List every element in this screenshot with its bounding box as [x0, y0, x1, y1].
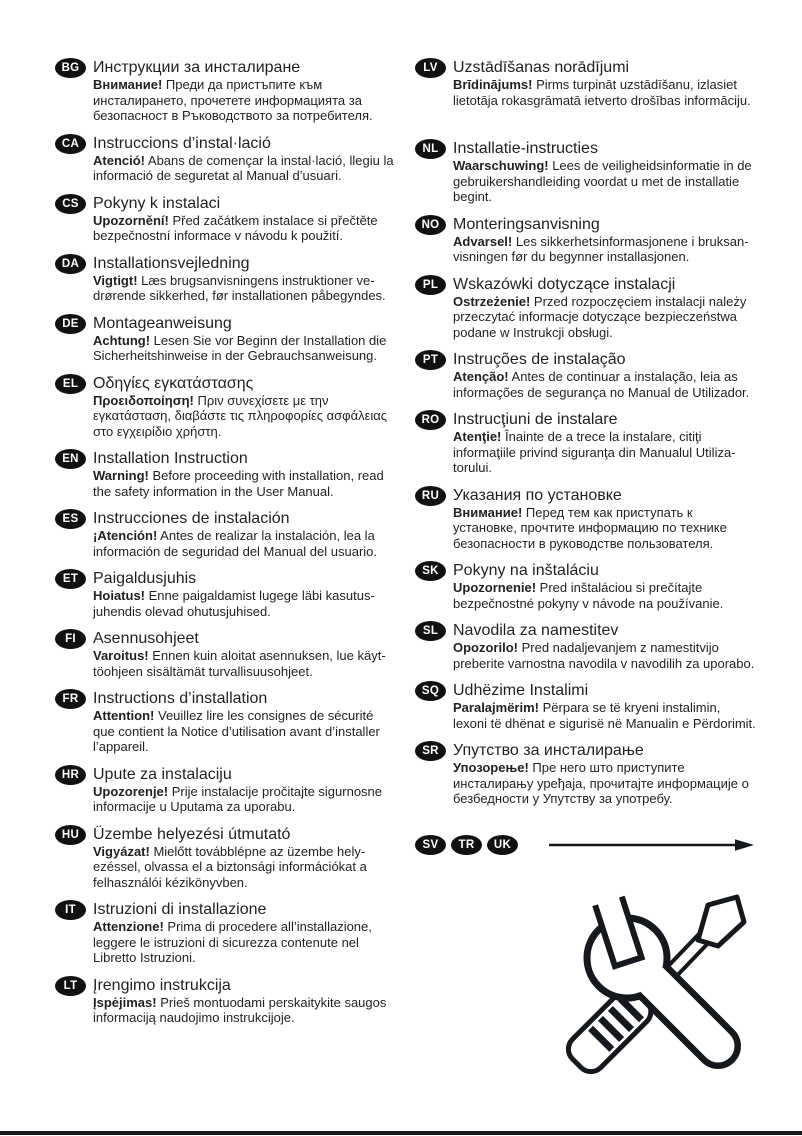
section-title: Wskazówki dotyczące instalacji [453, 275, 676, 293]
section-title: Istruzioni di installazione [93, 901, 267, 918]
language-badge-pl: PL [415, 275, 446, 295]
language-badge-hu: HU [55, 825, 86, 845]
language-badge-et: ET [55, 569, 86, 589]
warning-label: Varoitus! [93, 648, 149, 663]
warning-label: Upozorenje! [93, 783, 169, 799]
warning-label: Vigtigt! [93, 272, 138, 288]
language-section-en [55, 449, 407, 499]
warning-label: Upozornenie! [453, 580, 537, 595]
section-title: Instruções de instalação [453, 351, 626, 368]
language-section-lv [415, 58, 797, 108]
language-badge-sv: SV [415, 835, 446, 855]
language-section-hu [55, 825, 407, 891]
section-title: Üzembe helyezési útmutató [93, 825, 291, 843]
section-title: Uzstādīšanas norādījumi [453, 59, 630, 76]
language-section-sq [415, 681, 797, 731]
language-badge-cs: CS [55, 194, 86, 214]
language-section-pt [415, 350, 797, 400]
language-section-sr [415, 741, 797, 807]
language-section-fr [55, 689, 407, 755]
language-section-ca [55, 134, 407, 184]
section-body: Warning! Before proceeding with installation, read the safety information in the User Manual. [93, 468, 384, 499]
language-badge-hr: HR [55, 765, 86, 785]
warning-label: Įspėjimas! [93, 994, 157, 1010]
language-section-no [415, 215, 797, 265]
warning-label: Attenzione! [93, 919, 164, 934]
language-badge-tr: TR [451, 835, 482, 855]
language-badge-da: DA [55, 254, 86, 274]
section-title: Installationsvejledning [93, 254, 250, 272]
language-section-ru [415, 486, 797, 552]
section-body: ¡Atención! Antes de realizar la instalación, lea la información de seguridad del Manual del usuario. [93, 528, 378, 559]
section-body: Hoiatus! Enne paigaldamist lugege läbi kasutus- juhendis olevad ohutusjuhised. [93, 588, 375, 619]
warning-label: Advarsel! [453, 233, 513, 249]
footer-language-row [415, 835, 797, 855]
section-body: Advarsel! Les sikkerhetsinformasjonene i bruksan- visningen før du begynner installasjonen. [453, 233, 749, 264]
warning-label: Achtung! [93, 332, 151, 348]
section-body: Upozornenie! Pred inštaláciou si prečítajte bezpečnostné pokyny v návode na používanie. [453, 580, 724, 611]
section-title: Paigaldusjuhis [93, 570, 197, 587]
warning-label: Ostrzeżenie! [453, 293, 531, 309]
language-badge-es: ES [55, 509, 86, 529]
warning-label: Hoiatus! [93, 588, 145, 603]
section-body: Upozornění! Před začátkem instalace si přečtěte bezpečnostní informace v návodu k použití. [93, 212, 378, 243]
language-badge-ca: CA [55, 134, 86, 154]
section-body: Attenzione! Prima di procedere all’installazione, leggere le istruzioni di sicurezza contenute nel Libretto Istruzioni. [93, 919, 372, 965]
warning-label: Внимание! [453, 504, 523, 520]
section-body: Προειδοποίηση! Πριν συνεχίσετε με την εγκατάσταση, διαβάστε τις πληροφορίες ασφάλειας στο εγχειρίδιο χρήστη. [93, 392, 388, 439]
language-section-sl [415, 621, 797, 671]
warning-label: Attention! [93, 708, 155, 723]
section-title: Įrengimo instrukcija [93, 976, 231, 994]
section-title: Pokyny k instalaci [93, 194, 221, 212]
section-title: Installation Instruction [93, 450, 248, 467]
language-badge-it: IT [55, 900, 86, 920]
language-badge-sl: SL [415, 621, 446, 641]
section-title: Οδηγίες εγκατάστασης [93, 374, 254, 392]
language-badge-uk: UK [487, 835, 518, 855]
screwdriver-tip [698, 897, 744, 946]
warning-label: Paralajmërim! [453, 700, 539, 715]
language-badge-de: DE [55, 314, 86, 334]
language-badge-sr: SR [415, 741, 446, 761]
arrow-right-icon [547, 838, 755, 852]
language-section-da [55, 254, 407, 304]
warning-label: Atenção! [453, 369, 509, 384]
warning-label: Atenció! [93, 152, 145, 168]
page-bottom-rule [0, 1131, 802, 1135]
warning-label: Προειδοποίηση! [93, 392, 194, 408]
language-badge-sq: SQ [415, 681, 446, 701]
section-title: Upute za instalaciju [93, 765, 232, 783]
warning-label: Внимание! [93, 77, 163, 92]
language-badge-el: EL [55, 374, 86, 394]
section-body: Brīdinājums! Pirms turpināt uzstādīšanu, izlasiet lietotāja rokasgrāmatā ietverto drošības informāciju. [453, 77, 751, 108]
section-title: Navodila za namestitev [453, 622, 619, 639]
language-section-bg [55, 58, 407, 124]
warning-label: ¡Atención! [93, 528, 158, 543]
section-title: Инструкции за инсталиране [93, 59, 301, 76]
section-body: Upozorenje! Prije instalacije pročitajte sigurnosne informacije u Uputama za uporabu. [93, 783, 383, 814]
warning-label: Upozornění! [93, 212, 169, 228]
section-body: Vigtigt! Læs brugsanvisningens instruktioner ve- drørende sikkerhed, før installationen påbegyndes. [93, 272, 386, 303]
section-title: Udhëzime Instalimi [453, 682, 589, 699]
language-badge-ro: RO [415, 410, 446, 430]
warning-label: Упозорење! [453, 760, 529, 775]
warning-label: Waarschuwing! [453, 158, 549, 173]
section-title: Упутство за инсталирање [453, 742, 644, 759]
language-badge-ru: RU [415, 486, 446, 506]
language-badge-pt: PT [415, 350, 446, 370]
section-body: Varoitus! Ennen kuin aloitat asennuksen, lue käyt- töohjeen sisältämät turvallisuusohjeet. [93, 648, 386, 679]
section-title: Asennusohjeet [93, 630, 199, 647]
warning-label: Brīdinājums! [453, 77, 533, 92]
warning-label: Vigyázat! [93, 843, 150, 859]
section-title: Montageanweisung [93, 314, 232, 332]
language-badge-fr: FR [55, 689, 86, 709]
language-section-el [55, 374, 407, 440]
section-body: Waarschuwing! Lees de veiligheidsinformatie in de gebruikershandleiding voordat u met de installatie begint. [453, 158, 752, 204]
column-right [415, 58, 797, 855]
language-badge-lt: LT [55, 976, 86, 996]
section-title: Pokyny na inštaláciu [453, 562, 599, 579]
section-body: Упозорење! Пре него што приступите инсталирању уређаја, прочитајте информације о безбедности у Упутству за употребу. [453, 760, 749, 806]
language-badge-fi: FI [55, 629, 86, 649]
section-body: Ostrzeżenie! Przed rozpoczęciem instalacji należy przeczytać informacje dotyczące bezpieczeństwa podane w Instrukcji obsługi. [453, 293, 747, 340]
section-body: Atenció! Abans de començar la instal·lació, llegiu la informació de seguretat al Manual d’usuari. [93, 152, 394, 183]
language-section-nl [415, 139, 797, 205]
warning-label: Warning! [93, 468, 149, 483]
section-body: Atenţie! Înainte de a trece la instalare, citiţi informaţiile privind siguranţa din Manualul Utiliza- torului. [453, 429, 736, 475]
section-title: Instructions d’installation [93, 690, 268, 707]
warning-label: Atenţie! [453, 429, 502, 444]
section-body: Внимание! Преди да пристъпите към инсталирането, прочетете информацията за безопасност в Ръководството за потребителя. [93, 77, 373, 123]
section-title: Instrucciones de instalación [93, 510, 290, 527]
language-badge-nl: NL [415, 139, 446, 159]
language-section-fi [55, 629, 407, 679]
section-title: Installatie-instructies [453, 140, 598, 157]
section-title: Monteringsanvisning [453, 215, 600, 233]
language-badge-bg: BG [55, 58, 86, 78]
section-body: Achtung! Lesen Sie vor Beginn der Installation die Sicherheitshinweise in der Gebrauchsanweisung. [93, 332, 387, 363]
section-title: Instrucţiuni de instalare [453, 411, 618, 428]
section-body: Attention! Veuillez lire les consignes de sécurité que contient la Notice d’utilisation avant d’installer l’appareil. [93, 708, 380, 754]
section-body: Opozorilo! Pred nadaljevanjem z namestitvijo preberite varnostna navodila v navodilih za uporabo. [453, 640, 755, 671]
language-badge-lv: LV [415, 58, 446, 78]
warning-label: Opozorilo! [453, 640, 518, 655]
language-badge-en: EN [55, 449, 86, 469]
language-section-lt [55, 976, 407, 1026]
language-section-pl [415, 275, 797, 341]
section-body: Vigyázat! Mielőtt továbblépne az üzembe hely- ezéssel, olvassa el a biztonsági információkat a felhasználói kézikönyvben. [93, 843, 367, 890]
language-badge-no: NO [415, 215, 446, 235]
language-badge-sk: SK [415, 561, 446, 581]
section-body: Paralajmërim! Përpara se të kryeni instalimin, lexoni të dhënat e sigurisë në Manualin e Përdorimit. [453, 700, 756, 731]
column-left [55, 58, 407, 1036]
language-section-it [55, 900, 407, 966]
section-title: Instruccions d’instal·lació [93, 134, 271, 152]
section-body: Įspėjimas! Prieš montuodami perskaitykite saugos informaciją naudojimo instrukcijoje. [93, 994, 387, 1025]
language-section-ro [415, 410, 797, 476]
language-section-et [55, 569, 407, 619]
section-body: Внимание! Перед тем как приступать к установке, прочтите информацию по технике безопасности в руководстве пользователя. [453, 504, 727, 551]
section-body: Atenção! Antes de continuar a instalação, leia as informações de segurança no Manual de Utilizador. [453, 369, 750, 400]
wrench-screwdriver-icon [532, 880, 790, 1108]
language-section-de [55, 314, 407, 364]
language-section-hr [55, 765, 407, 815]
language-section-sk [415, 561, 797, 611]
language-section-es [55, 509, 407, 559]
language-section-cs [55, 194, 407, 244]
section-title: Указания по установке [453, 486, 622, 504]
